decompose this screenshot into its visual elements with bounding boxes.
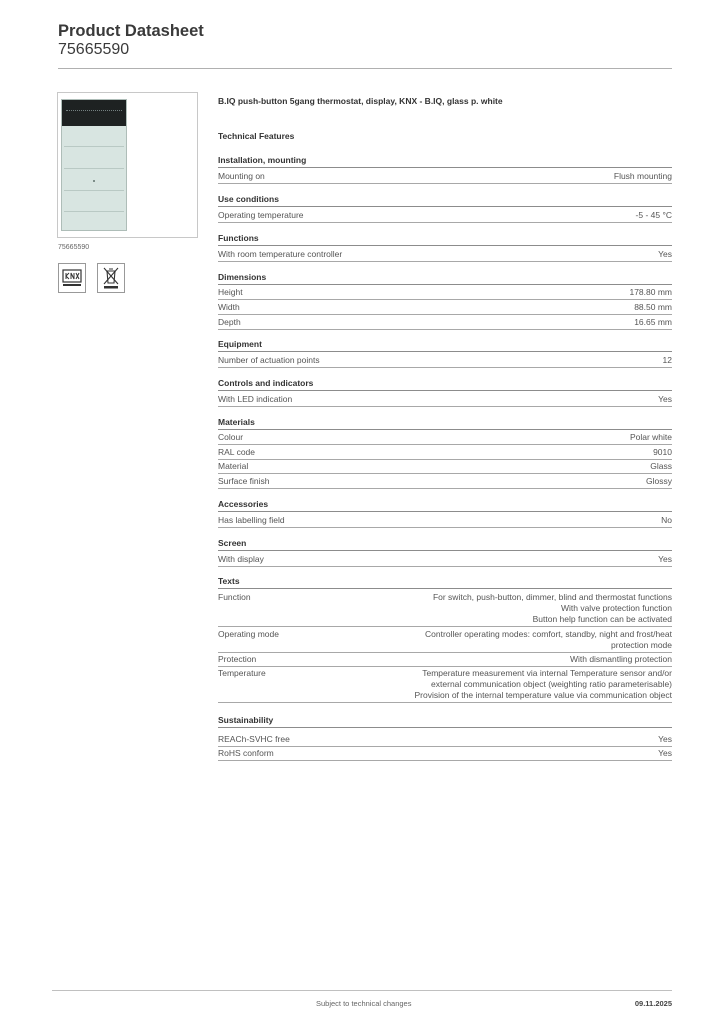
row-label: Mounting on xyxy=(218,171,265,181)
table-row xyxy=(218,653,672,667)
row-value-line: Glossy xyxy=(646,476,672,486)
row-value-line: Provision of the internal temperature value via communication object xyxy=(414,690,672,700)
row-value-line: No xyxy=(661,515,672,525)
row-label: Operating mode xyxy=(218,629,279,639)
row-label: Number of actuation points xyxy=(218,355,320,365)
section-title: Controls and indicators xyxy=(218,378,314,388)
row-value xyxy=(433,592,672,625)
row-value-line: 12 xyxy=(662,355,672,365)
row-value-line: external communication object (weighting ratio parameterisable) xyxy=(431,679,672,689)
row-label: Surface finish xyxy=(218,476,270,486)
section-divider xyxy=(218,511,672,512)
row-value xyxy=(658,249,672,260)
row-value xyxy=(658,554,672,565)
section-divider xyxy=(218,550,672,551)
section-title: Functions xyxy=(218,233,259,243)
row-label: With display xyxy=(218,554,264,564)
row-label: Function xyxy=(218,592,251,602)
device-button-divider xyxy=(64,190,124,191)
knx-logo-icon xyxy=(58,263,86,293)
row-label: RAL code xyxy=(218,447,256,457)
row-value xyxy=(658,734,672,745)
section-title: Sustainability xyxy=(218,715,274,725)
section-divider xyxy=(218,727,672,728)
table-row xyxy=(218,316,672,330)
footer-date: 09.11.2025 xyxy=(634,999,672,1008)
table-row xyxy=(218,248,672,262)
row-value-line: Glass xyxy=(650,461,672,471)
row-label: Has labelling field xyxy=(218,515,285,525)
row-label: Width xyxy=(218,302,240,312)
row-label: With room temperature controller xyxy=(218,249,343,259)
row-label: Material xyxy=(218,461,249,471)
row-value xyxy=(634,302,672,313)
row-label: Depth xyxy=(218,317,241,327)
row-value-line: Temperature measurement via internal Temperature sensor and/or xyxy=(422,668,672,678)
row-value-line: -5 - 45 °C xyxy=(635,210,672,220)
table-row xyxy=(218,446,672,460)
row-value xyxy=(415,668,673,701)
section-title: Equipment xyxy=(218,339,262,349)
row-label: Temperature xyxy=(218,668,266,678)
section-divider xyxy=(218,588,672,589)
row-value-line: Button help function can be activated xyxy=(532,614,672,624)
row-value xyxy=(650,461,672,472)
row-value-line: 16.65 mm xyxy=(634,317,672,327)
row-value-line: Yes xyxy=(658,554,672,564)
table-row xyxy=(218,591,672,627)
section-divider xyxy=(218,167,672,168)
row-value-line: Yes xyxy=(658,394,672,404)
row-value-line: Polar white xyxy=(629,432,672,442)
product-image xyxy=(61,99,127,231)
table-row xyxy=(218,628,672,653)
device-display xyxy=(62,100,126,126)
product-number: 75665590 xyxy=(58,41,130,58)
row-value xyxy=(658,394,672,405)
device-button-divider xyxy=(64,211,124,212)
row-value-line: Yes xyxy=(658,249,672,259)
table-row xyxy=(218,747,672,761)
row-label: Height xyxy=(218,287,243,297)
section-title: Materials xyxy=(218,417,255,427)
row-label: REACh-SVHC free xyxy=(218,734,290,744)
device-led xyxy=(93,180,95,182)
section-divider xyxy=(218,284,672,285)
device-button-divider xyxy=(64,168,124,169)
row-value xyxy=(570,654,672,665)
table-row xyxy=(218,514,672,528)
page-title: Product Datasheet xyxy=(58,22,204,40)
table-row xyxy=(218,553,672,567)
row-value-line: Flush mounting xyxy=(613,171,672,181)
row-value xyxy=(636,210,672,221)
table-row xyxy=(218,393,672,407)
row-value xyxy=(653,447,672,458)
header-divider xyxy=(58,68,672,69)
table-row xyxy=(218,301,672,315)
device-button-divider xyxy=(64,146,124,147)
table-row xyxy=(218,431,672,445)
row-label: Colour xyxy=(218,432,244,442)
row-value-line: With valve protection function xyxy=(560,603,672,613)
row-value-line: Yes xyxy=(658,734,672,744)
row-label: Operating temperature xyxy=(218,210,304,220)
row-value xyxy=(630,432,672,443)
section-title: Dimensions xyxy=(218,272,267,282)
row-value-line: Yes xyxy=(658,748,672,758)
section-divider xyxy=(218,245,672,246)
row-value-line: With dismantling protection xyxy=(569,654,672,664)
row-label: Protection xyxy=(218,654,257,664)
footer-note: Subject to technical changes xyxy=(316,999,412,1008)
row-value-line: protection mode xyxy=(611,640,672,650)
section-divider xyxy=(218,206,672,207)
table-row xyxy=(218,667,672,703)
table-row xyxy=(218,170,672,184)
row-value xyxy=(634,317,672,328)
section-divider xyxy=(218,429,672,430)
table-row xyxy=(218,460,672,474)
weee-bin-icon xyxy=(97,263,125,293)
row-value-line: 178.80 mm xyxy=(629,287,672,297)
section-title: Installation, mounting xyxy=(218,155,307,165)
row-value-line: For switch, push-button, dimmer, blind and thermostat functions xyxy=(432,592,672,602)
row-label: RoHS conform xyxy=(218,748,274,758)
row-value xyxy=(646,476,672,487)
section-divider xyxy=(218,390,672,391)
table-row xyxy=(218,286,672,300)
table-row xyxy=(218,475,672,489)
row-value xyxy=(425,629,672,651)
section-title: Accessories xyxy=(218,499,269,509)
row-label: With LED indication xyxy=(218,394,293,404)
table-row xyxy=(218,733,672,747)
table-row xyxy=(218,209,672,223)
technical-features-heading: Technical Features xyxy=(218,131,295,141)
table-row xyxy=(218,354,672,368)
product-name: B.IQ push-button 5gang thermostat, display, KNX - B.IQ, glass p. white xyxy=(218,96,503,106)
section-title: Texts xyxy=(218,576,240,586)
product-image-caption: 75665590 xyxy=(58,244,90,251)
section-title: Screen xyxy=(218,538,247,548)
row-value xyxy=(658,748,672,759)
row-value xyxy=(614,171,672,182)
row-value xyxy=(661,515,672,526)
footer-divider xyxy=(52,990,672,991)
row-value-line: 88.50 mm xyxy=(634,302,672,312)
section-title: Use conditions xyxy=(218,194,279,204)
section-divider xyxy=(218,351,672,352)
row-value-line: Controller operating modes: comfort, standby, night and frost/heat xyxy=(425,629,672,639)
row-value xyxy=(629,287,672,298)
row-value xyxy=(663,355,672,366)
row-value-line: 9010 xyxy=(653,447,672,457)
